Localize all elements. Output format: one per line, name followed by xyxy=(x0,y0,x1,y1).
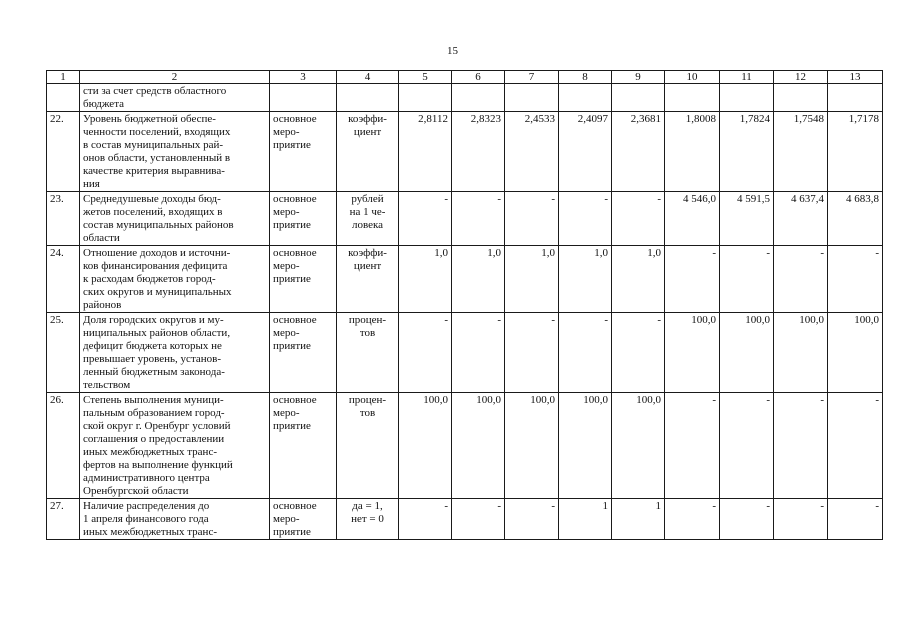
value-cell: - xyxy=(505,499,559,540)
indicator-name xyxy=(80,499,270,540)
indicator-name xyxy=(80,313,270,393)
table-row xyxy=(47,84,883,112)
column-header-5: 5 xyxy=(399,71,452,84)
unit-of-measure-line: коэффи- xyxy=(348,247,387,259)
value-cell: - xyxy=(774,499,828,540)
table-row xyxy=(47,313,883,393)
value-cell: - xyxy=(559,192,612,246)
value-cell xyxy=(828,84,883,112)
value-cell: 100,0 xyxy=(399,393,452,499)
indicator-type-line: основное xyxy=(273,314,317,326)
column-header-9: 9 xyxy=(612,71,665,84)
column-header-8: 8 xyxy=(559,71,612,84)
indicator-type-line: меро- xyxy=(273,206,300,218)
column-header-12: 12 xyxy=(774,71,828,84)
indicator-type-line: меро- xyxy=(273,126,300,138)
value-cell: - xyxy=(828,499,883,540)
value-cell xyxy=(452,84,505,112)
unit-of-measure xyxy=(337,393,399,499)
indicator-name-line: иных межбюджетных транс- xyxy=(83,446,217,458)
value-cell: - xyxy=(452,313,505,393)
indicator-name-line: онов области, установленный в xyxy=(83,152,231,164)
value-cell xyxy=(399,84,452,112)
value-cell: - xyxy=(665,393,720,499)
indicator-name xyxy=(80,84,270,112)
indicator-name-line: фертов на выполнение функций xyxy=(83,459,233,471)
value-cell: - xyxy=(774,246,828,313)
value-cell: 100,0 xyxy=(665,313,720,393)
indicator-type-line: меро- xyxy=(273,407,300,419)
value-cell: 1 xyxy=(559,499,612,540)
value-cell: 4 591,5 xyxy=(720,192,774,246)
indicator-type xyxy=(270,313,337,393)
value-cell: 1 xyxy=(612,499,665,540)
value-cell: 100,0 xyxy=(612,393,665,499)
value-cell xyxy=(665,84,720,112)
indicator-name xyxy=(80,112,270,192)
indicators-table xyxy=(46,70,883,540)
indicator-name-line: качестве критерия выравнива- xyxy=(83,165,225,177)
value-cell: - xyxy=(828,246,883,313)
header-row xyxy=(47,71,883,84)
value-cell: - xyxy=(505,313,559,393)
table-row xyxy=(47,246,883,313)
indicator-type xyxy=(270,84,337,112)
row-number: 24. xyxy=(47,246,80,313)
indicator-name-line: ченности поселений, входящих xyxy=(83,126,231,138)
indicator-name-line: ских округов и муниципальных xyxy=(83,286,232,298)
value-cell: - xyxy=(665,246,720,313)
value-cell: 100,0 xyxy=(774,313,828,393)
indicator-name-line: в состав муниципальных рай- xyxy=(83,139,224,151)
indicator-name-line: ков финансирования дефицита xyxy=(83,260,228,272)
indicator-name-line: к расходам бюджетов город- xyxy=(83,273,216,285)
indicator-name xyxy=(80,246,270,313)
value-cell: 4 546,0 xyxy=(665,192,720,246)
value-cell: 4 683,8 xyxy=(828,192,883,246)
indicator-type-line: приятие xyxy=(273,139,311,151)
value-cell: - xyxy=(774,393,828,499)
indicator-name-line: бюджета xyxy=(83,98,125,110)
indicator-name-line: тельством xyxy=(83,379,131,391)
row-number: 25. xyxy=(47,313,80,393)
value-cell: - xyxy=(559,313,612,393)
page-number: 15 xyxy=(447,45,458,57)
unit-of-measure-line: циент xyxy=(353,260,382,272)
column-header-1: 1 xyxy=(47,71,80,84)
indicator-name-line: жетов поселений, входящих в xyxy=(83,206,223,218)
unit-of-measure xyxy=(337,246,399,313)
indicator-name-line: Уровень бюджетной обеспе- xyxy=(83,113,216,125)
unit-of-measure-line: рублей xyxy=(351,193,384,205)
row-number: 22. xyxy=(47,112,80,192)
value-cell: 1,0 xyxy=(559,246,612,313)
indicator-name-line: Отношение доходов и источни- xyxy=(83,247,231,259)
value-cell: 1,0 xyxy=(505,246,559,313)
value-cell: - xyxy=(612,192,665,246)
indicator-name xyxy=(80,393,270,499)
indicator-name-line: ниципальных районов области, xyxy=(83,327,231,339)
unit-of-measure-line: тов xyxy=(359,327,376,339)
indicator-name-line: Среднедушевые доходы бюд- xyxy=(83,193,221,205)
unit-of-measure-line: коэффи- xyxy=(348,113,387,125)
indicator-name xyxy=(80,192,270,246)
indicator-type xyxy=(270,112,337,192)
column-header-6: 6 xyxy=(452,71,505,84)
unit-of-measure-line: циент xyxy=(353,126,382,138)
value-cell: - xyxy=(452,499,505,540)
row-number xyxy=(47,84,80,112)
value-cell: 4 637,4 xyxy=(774,192,828,246)
row-number: 23. xyxy=(47,192,80,246)
value-cell: - xyxy=(720,499,774,540)
unit-of-measure-line: да = 1, xyxy=(352,500,383,512)
unit-of-measure-line: нет = 0 xyxy=(351,513,384,525)
unit-of-measure xyxy=(337,112,399,192)
indicator-name-line: области xyxy=(83,232,120,244)
unit-of-measure xyxy=(337,313,399,393)
column-header-13: 13 xyxy=(828,71,883,84)
value-cell: 2,8112 xyxy=(399,112,452,192)
value-cell: 2,4097 xyxy=(559,112,612,192)
indicator-type xyxy=(270,393,337,499)
value-cell: 1,8008 xyxy=(665,112,720,192)
value-cell: - xyxy=(720,393,774,499)
value-cell: - xyxy=(399,499,452,540)
indicator-name-line: 1 апреля финансового года xyxy=(83,513,209,525)
table-row xyxy=(47,192,883,246)
indicator-name-line: пальным образованием город- xyxy=(83,407,225,419)
indicator-type-line: меро- xyxy=(273,327,300,339)
indicator-name-line: соглашения о предоставлении xyxy=(83,433,225,445)
indicator-name-line: сти за счет средств областного xyxy=(83,85,227,97)
indicator-name-line: ской округ г. Оренбург условий xyxy=(83,420,231,432)
value-cell: 2,8323 xyxy=(452,112,505,192)
indicator-type-line: приятие xyxy=(273,273,311,285)
column-header-3: 3 xyxy=(270,71,337,84)
value-cell: 2,3681 xyxy=(612,112,665,192)
indicator-type xyxy=(270,192,337,246)
indicator-type-line: приятие xyxy=(273,340,311,352)
indicator-name-line: дефицит бюджета которых не xyxy=(83,340,222,352)
value-cell xyxy=(505,84,559,112)
unit-of-measure xyxy=(337,192,399,246)
indicator-name-line: Оренбургской области xyxy=(83,485,189,497)
indicator-type-line: основное xyxy=(273,113,317,125)
unit-of-measure-line: процен- xyxy=(348,394,387,406)
indicator-type-line: меро- xyxy=(273,260,300,272)
value-cell: - xyxy=(399,192,452,246)
indicator-name-line: Доля городских округов и му- xyxy=(83,314,224,326)
column-header-4: 4 xyxy=(337,71,399,84)
value-cell: 100,0 xyxy=(559,393,612,499)
value-cell: 1,0 xyxy=(612,246,665,313)
unit-of-measure-line: процен- xyxy=(348,314,387,326)
indicator-name-line: состав муниципальных районов xyxy=(83,219,234,231)
value-cell: - xyxy=(612,313,665,393)
value-cell: - xyxy=(665,499,720,540)
unit-of-measure xyxy=(337,84,399,112)
table-row xyxy=(47,499,883,540)
column-header-2: 2 xyxy=(80,71,270,84)
indicator-name-line: иных межбюджетных транс- xyxy=(83,526,217,538)
indicator-type-line: приятие xyxy=(273,420,311,432)
indicator-type-line: основное xyxy=(273,500,317,512)
unit-of-measure-line: ловека xyxy=(351,219,384,231)
indicator-type-line: основное xyxy=(273,394,317,406)
indicator-type-line: приятие xyxy=(273,526,311,538)
indicator-name-line: районов xyxy=(83,299,122,311)
indicator-type xyxy=(270,246,337,313)
unit-of-measure xyxy=(337,499,399,540)
indicator-type-line: приятие xyxy=(273,219,311,231)
value-cell: 100,0 xyxy=(720,313,774,393)
indicator-name-line: административного центра xyxy=(83,472,210,484)
indicator-type-line: основное xyxy=(273,193,317,205)
row-number: 26. xyxy=(47,393,80,499)
value-cell: 1,7178 xyxy=(828,112,883,192)
column-header-7: 7 xyxy=(505,71,559,84)
value-cell: - xyxy=(399,313,452,393)
indicator-name-line: Наличие распределения до xyxy=(83,500,210,512)
column-header-11: 11 xyxy=(720,71,774,84)
value-cell xyxy=(720,84,774,112)
value-cell xyxy=(774,84,828,112)
indicator-type xyxy=(270,499,337,540)
value-cell: 100,0 xyxy=(828,313,883,393)
table-row xyxy=(47,393,883,499)
value-cell: 100,0 xyxy=(452,393,505,499)
unit-of-measure-line: на 1 че- xyxy=(349,206,386,218)
table-row xyxy=(47,112,883,192)
indicator-name-line: ния xyxy=(83,178,100,190)
value-cell: - xyxy=(828,393,883,499)
value-cell: 1,0 xyxy=(452,246,505,313)
indicator-name-line: ленный бюджетным законода- xyxy=(83,366,225,378)
value-cell: 2,4533 xyxy=(505,112,559,192)
value-cell: 100,0 xyxy=(505,393,559,499)
value-cell xyxy=(559,84,612,112)
row-number: 27. xyxy=(47,499,80,540)
value-cell: 1,7824 xyxy=(720,112,774,192)
indicator-name-line: Степень выполнения муници- xyxy=(83,394,224,406)
value-cell: - xyxy=(720,246,774,313)
value-cell xyxy=(612,84,665,112)
column-header-10: 10 xyxy=(665,71,720,84)
value-cell: - xyxy=(505,192,559,246)
indicator-type-line: меро- xyxy=(273,513,300,525)
value-cell: 1,0 xyxy=(399,246,452,313)
indicator-type-line: основное xyxy=(273,247,317,259)
unit-of-measure-line: тов xyxy=(359,407,376,419)
table-body xyxy=(47,71,883,540)
value-cell: - xyxy=(452,192,505,246)
value-cell: 1,7548 xyxy=(774,112,828,192)
indicator-name-line: превышает уровень, установ- xyxy=(83,353,222,365)
